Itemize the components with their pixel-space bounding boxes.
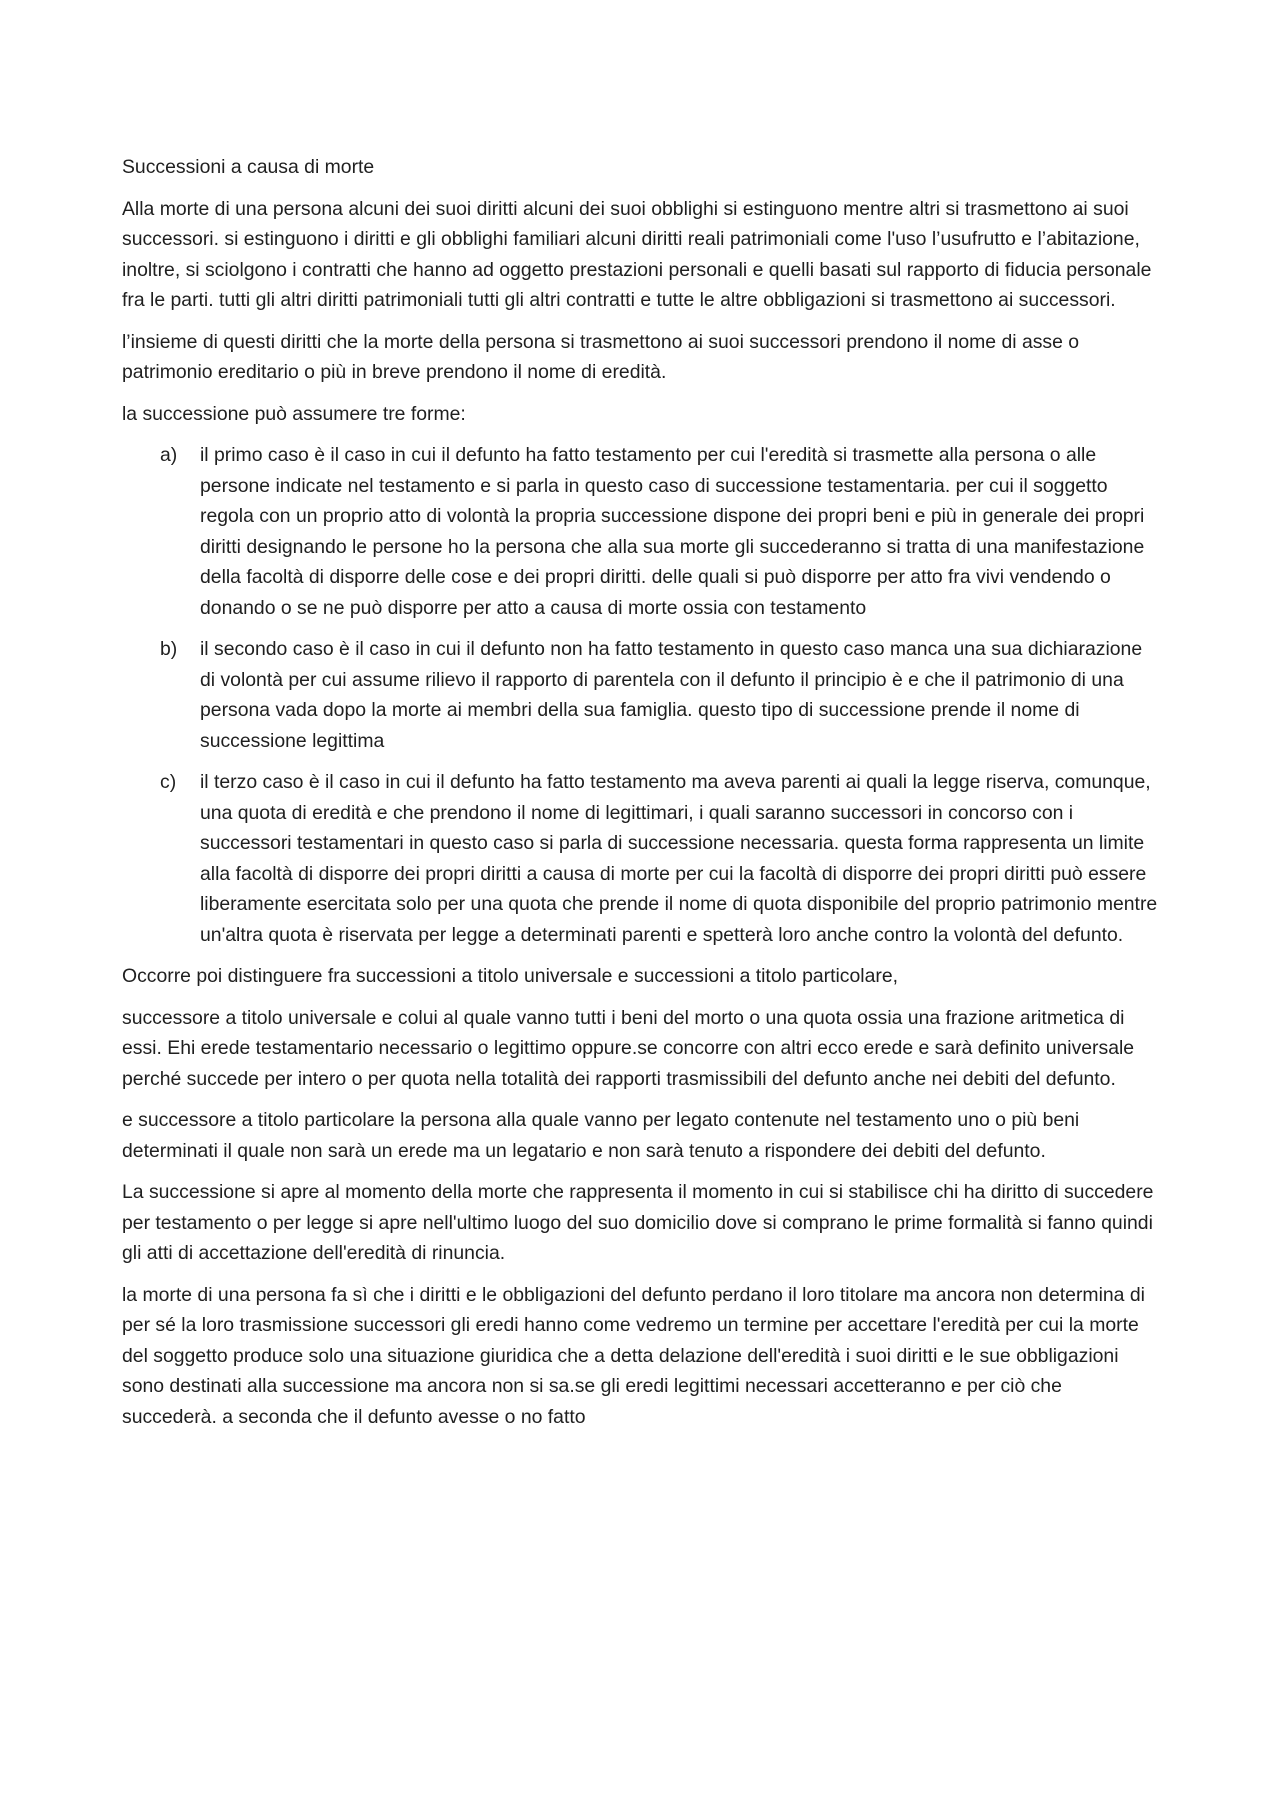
list-marker: c) <box>160 771 177 793</box>
paragraph-tre-forme: la successione può assumere tre forme: <box>122 402 466 425</box>
list-marker: a) <box>160 444 178 466</box>
successione-forms-list <box>122 440 1158 950</box>
list-item <box>122 440 1158 623</box>
list-marker: b) <box>160 638 178 660</box>
document-title: Successioni a causa di morte <box>122 156 375 178</box>
paragraph-asse-ereditario: l’insieme di questi diritti che la morte della persona si trasmettono ai suoi successori prendono il nome di asse o patrimonio ereditario o più in breve prendono il nome di eredità. <box>122 330 1080 383</box>
list-item <box>122 767 1158 950</box>
list-item-text: il primo caso è il caso in cui il defunto ha fatto testamento per cui l'eredità si trasmette alla persona o alle persone indicate nel testamento e si parla in questo caso di successione testamentaria. per cui il soggetto regola con un proprio atto di volontà la propria successione dispone dei propri beni e più in generale dei propri diritti designando le persone ho la persona che alla sua morte gli succederanno si tratta di una manifestazione della facoltà di disporre delle cose e dei propri diritti. delle quali si può disporre per atto fra vivi vendendo o donando o se ne può disporre per atto a causa di morte ossia con testamento <box>200 444 1145 619</box>
list-item <box>122 634 1158 756</box>
paragraph-titolo-distinction: Occorre poi distinguere fra successioni a titolo universale e successioni a titolo particolare, <box>122 965 899 987</box>
list-item-text: il terzo caso è il caso in cui il defunto ha fatto testamento ma aveva parenti ai quali la legge riserva, comunque, una quota di eredità e che prendono il nome di legittimari, i quali saranno successori in concorso con i successori testamentari in questo caso si parla di successione necessaria. questa forma rappresenta un limite alla facoltà di disporre dei propri diritti a causa di morte per cui la facoltà di disporre dei propri diritti può essere liberamente esercitata solo per una quota che prende il nome di quota disponibile del proprio patrimonio mentre un'altra quota è riservata per legge a determinati parenti e spetterà loro anche contro la volontà del defunto. <box>200 771 1158 946</box>
paragraph-intro: Alla morte di una persona alcuni dei suoi diritti alcuni dei suoi obblighi si estinguono mentre altri si trasmettono ai suoi successori. si estinguono i diritti e gli obblighi familiari alcuni diritti reali patrimoniali come l'uso l’usufrutto e l’abitazione, inoltre, si sciolgono i contratti che hanno ad oggetto prestazioni personali e quelli basati sul rapporto di fiducia personale fra le parti. tutti gli altri diritti patrimoniali tutti gli altri contratti e tutte le altre obbligazioni si trasmettono ai successori. <box>122 197 1152 311</box>
list-item-text: il secondo caso è il caso in cui il defunto non ha fatto testamento in questo caso manca una sua dichiarazione di volontà per cui assume rilievo il rapporto di parentela con il defunto il principio è e che il patrimonio di una persona vada dopo la morte ai membri della sua famiglia. questo tipo di successione prende il nome di successione legittima <box>200 638 1143 752</box>
paragraph-titolo-particolare: e successore a titolo particolare la persona alla quale vanno per legato contenute nel testamento uno o più beni determinati il quale non sarà un erede ma un legatario e non sarà tenuto a rispondere dei debiti del defunto. <box>122 1109 1080 1162</box>
paragraph-titolo-universale: successore a titolo universale e colui al quale vanno tutti i beni del morto o una quota ossia una frazione aritmetica di essi. Ehi erede testamentario necessario o legittimo oppure.se concorre con altri ecco erede e sarà definito universale perché succede per intero o per quota nella totalità dei rapporti trasmissibili del defunto anche nei debiti del defunto. <box>122 1006 1135 1090</box>
paragraph-apertura-successione: La successione si apre al momento della morte che rappresenta il momento in cui si stabilisce chi ha diritto di succedere per testamento o per legge si apre nell'ultimo luogo del suo domicilio dove si comprano le prime formalità si fanno quindi gli atti di accettazione dell'eredità di rinuncia. <box>122 1181 1154 1264</box>
paragraph-delazione: la morte di una persona fa sì che i diritti e le obbligazioni del defunto perdano il loro titolare ma ancora non determina di per sé la loro trasmissione successori gli eredi hanno come vedremo un termine per accettare l'eredità per cui la morte del soggetto produce solo una situazione giuridica che a detta delazione dell'eredità i suoi diritti e le sue obbligazioni sono destinati alla successione ma ancora non si sa.se gli eredi legittimi necessari accetteranno e per ciò che succederà. a seconda che il defunto avesse o no fatto <box>122 1283 1145 1428</box>
